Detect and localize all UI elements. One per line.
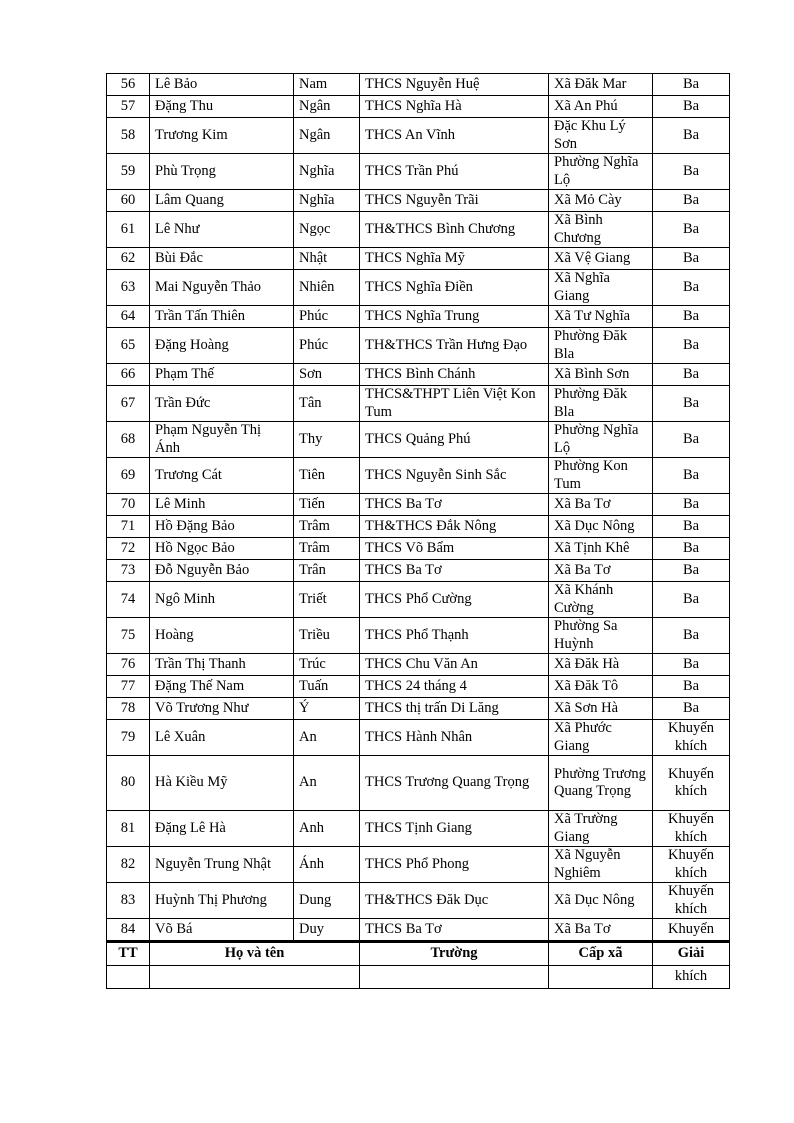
row-ten: Ngân bbox=[294, 118, 360, 154]
table-row bbox=[107, 811, 730, 847]
row-ten: Ánh bbox=[294, 847, 360, 883]
row-tt: 62 bbox=[107, 248, 150, 270]
row-ten: Phúc bbox=[294, 328, 360, 364]
table-row bbox=[107, 919, 730, 942]
row-tt: 81 bbox=[107, 811, 150, 847]
row-ho-dem: Huỳnh Thị Phương bbox=[150, 883, 294, 919]
row-giai: Ba bbox=[653, 154, 730, 190]
row-tt: 84 bbox=[107, 919, 150, 942]
row-ho-dem: Lê Minh bbox=[150, 494, 294, 516]
table-row bbox=[107, 270, 730, 306]
table-row bbox=[107, 654, 730, 676]
table-row bbox=[107, 74, 730, 96]
table-footer bbox=[107, 942, 730, 989]
row-cap-xa: Xã Bình Chương bbox=[549, 212, 653, 248]
row-cap-xa: Xã An Phú bbox=[549, 96, 653, 118]
row-cap-xa: Phường Kon Tum bbox=[549, 458, 653, 494]
table-row bbox=[107, 248, 730, 270]
row-ho-dem: Mai Nguyễn Thảo bbox=[150, 270, 294, 306]
row-truong: TH&THCS Bình Chương bbox=[360, 212, 549, 248]
tail-giai: khích bbox=[653, 966, 730, 989]
row-giai: Ba bbox=[653, 212, 730, 248]
row-giai: Ba bbox=[653, 516, 730, 538]
row-truong: THCS Trương Quang Trọng bbox=[360, 756, 549, 811]
row-giai: Khuyến khích bbox=[653, 756, 730, 811]
row-truong: THCS Nghĩa Trung bbox=[360, 306, 549, 328]
row-giai: Ba bbox=[653, 698, 730, 720]
row-ho-dem: Lê Bảo bbox=[150, 74, 294, 96]
row-giai: Ba bbox=[653, 560, 730, 582]
row-truong: TH&THCS Đắk Nông bbox=[360, 516, 549, 538]
row-truong: THCS Nguyễn Huệ bbox=[360, 74, 549, 96]
row-ten: Trúc bbox=[294, 654, 360, 676]
row-cap-xa: Xã Khánh Cường bbox=[549, 582, 653, 618]
table-row bbox=[107, 306, 730, 328]
table-row bbox=[107, 96, 730, 118]
row-cap-xa: Xã Ba Tơ bbox=[549, 919, 653, 942]
row-giai: Ba bbox=[653, 96, 730, 118]
table-row bbox=[107, 720, 730, 756]
row-truong: THCS&THPT Liên Việt Kon Tum bbox=[360, 386, 549, 422]
row-tt: 61 bbox=[107, 212, 150, 248]
row-tt: 77 bbox=[107, 676, 150, 698]
row-giai: Ba bbox=[653, 248, 730, 270]
row-giai: Khuyến khích bbox=[653, 847, 730, 883]
row-cap-xa: Xã Nghĩa Giang bbox=[549, 270, 653, 306]
row-truong: THCS thị trấn Di Lăng bbox=[360, 698, 549, 720]
row-ho-dem: Đặng Thế Nam bbox=[150, 676, 294, 698]
row-giai: Ba bbox=[653, 458, 730, 494]
header-truong: Trường bbox=[360, 942, 549, 966]
row-ho-dem: Lê Như bbox=[150, 212, 294, 248]
row-ten: Trâm bbox=[294, 538, 360, 560]
row-ho-dem: Trần Tấn Thiên bbox=[150, 306, 294, 328]
table-row bbox=[107, 676, 730, 698]
table-row bbox=[107, 618, 730, 654]
row-tt: 58 bbox=[107, 118, 150, 154]
row-ho-dem: Hồ Đặng Bảo bbox=[150, 516, 294, 538]
row-ten: Dung bbox=[294, 883, 360, 919]
row-ho-dem: Đỗ Nguyễn Bảo bbox=[150, 560, 294, 582]
row-ho-dem: Trần Thị Thanh bbox=[150, 654, 294, 676]
header-cap-xa: Cấp xã bbox=[549, 942, 653, 966]
row-ho-dem: Phạm Nguyễn Thị Ánh bbox=[150, 422, 294, 458]
row-truong: THCS Nghĩa Điền bbox=[360, 270, 549, 306]
row-giai: Khuyến khích bbox=[653, 720, 730, 756]
row-tt: 78 bbox=[107, 698, 150, 720]
row-tt: 67 bbox=[107, 386, 150, 422]
row-giai: Ba bbox=[653, 306, 730, 328]
row-cap-xa: Xã Ba Tơ bbox=[549, 494, 653, 516]
row-truong: THCS Hành Nhân bbox=[360, 720, 549, 756]
row-ten: Phúc bbox=[294, 306, 360, 328]
row-giai: Ba bbox=[653, 328, 730, 364]
row-ho-dem: Bùi Đắc bbox=[150, 248, 294, 270]
row-ten: Sơn bbox=[294, 364, 360, 386]
results-table bbox=[106, 73, 730, 989]
table-row bbox=[107, 560, 730, 582]
row-ho-dem: Phạm Thế bbox=[150, 364, 294, 386]
row-cap-xa: Xã Tịnh Khê bbox=[549, 538, 653, 560]
row-tt: 76 bbox=[107, 654, 150, 676]
row-cap-xa: Xã Bình Sơn bbox=[549, 364, 653, 386]
tail-cell bbox=[360, 966, 549, 989]
row-giai: Khuyến khích bbox=[653, 883, 730, 919]
table-row bbox=[107, 494, 730, 516]
row-giai: Khuyến khích bbox=[653, 811, 730, 847]
tail-cell bbox=[549, 966, 653, 989]
row-ho-dem: Đặng Hoàng bbox=[150, 328, 294, 364]
row-tt: 63 bbox=[107, 270, 150, 306]
header-ho-va-ten: Họ và tên bbox=[150, 942, 360, 966]
row-ten: Trân bbox=[294, 560, 360, 582]
row-tt: 74 bbox=[107, 582, 150, 618]
row-cap-xa: Xã Phước Giang bbox=[549, 720, 653, 756]
table-row bbox=[107, 422, 730, 458]
row-ten: Nghĩa bbox=[294, 190, 360, 212]
row-tt: 66 bbox=[107, 364, 150, 386]
row-truong: THCS Nghĩa Hà bbox=[360, 96, 549, 118]
row-tt: 68 bbox=[107, 422, 150, 458]
row-ten: Triết bbox=[294, 582, 360, 618]
row-truong: THCS Võ Bẩm bbox=[360, 538, 549, 560]
row-truong: THCS Nghĩa Mỹ bbox=[360, 248, 549, 270]
row-cap-xa: Xã Đăk Mar bbox=[549, 74, 653, 96]
table-row bbox=[107, 364, 730, 386]
row-ho-dem: Lâm Quang bbox=[150, 190, 294, 212]
row-tt: 65 bbox=[107, 328, 150, 364]
row-truong: THCS Ba Tơ bbox=[360, 560, 549, 582]
row-tt: 71 bbox=[107, 516, 150, 538]
row-ten: Nhiên bbox=[294, 270, 360, 306]
row-ten: Tuấn bbox=[294, 676, 360, 698]
row-giai: Ba bbox=[653, 654, 730, 676]
row-giai: Ba bbox=[653, 386, 730, 422]
header-giai: Giải bbox=[653, 942, 730, 966]
row-ten: Duy bbox=[294, 919, 360, 942]
row-giai: Ba bbox=[653, 618, 730, 654]
row-giai: Ba bbox=[653, 494, 730, 516]
row-ho-dem: Trương Kim bbox=[150, 118, 294, 154]
row-tt: 79 bbox=[107, 720, 150, 756]
row-cap-xa: Phường Đăk Bla bbox=[549, 328, 653, 364]
row-cap-xa: Xã Trường Giang bbox=[549, 811, 653, 847]
row-ho-dem: Võ Trương Như bbox=[150, 698, 294, 720]
row-truong: THCS Trần Phú bbox=[360, 154, 549, 190]
row-cap-xa: Xã Đăk Hà bbox=[549, 654, 653, 676]
row-truong: THCS Quảng Phú bbox=[360, 422, 549, 458]
table-row bbox=[107, 756, 730, 811]
row-ho-dem: Phù Trọng bbox=[150, 154, 294, 190]
row-cap-xa: Xã Sơn Hà bbox=[549, 698, 653, 720]
row-ten: Trâm bbox=[294, 516, 360, 538]
row-truong: THCS Ba Tơ bbox=[360, 919, 549, 942]
row-ho-dem: Trương Cát bbox=[150, 458, 294, 494]
row-truong: THCS Bình Chánh bbox=[360, 364, 549, 386]
table-row bbox=[107, 582, 730, 618]
header-row bbox=[107, 942, 730, 966]
tail-cell bbox=[107, 966, 150, 989]
row-truong: TH&THCS Trần Hưng Đạo bbox=[360, 328, 549, 364]
table-row bbox=[107, 538, 730, 560]
row-ho-dem: Ngô Minh bbox=[150, 582, 294, 618]
row-truong: THCS Chu Văn An bbox=[360, 654, 549, 676]
table-row bbox=[107, 328, 730, 364]
table-row bbox=[107, 458, 730, 494]
row-truong: THCS Phổ Thạnh bbox=[360, 618, 549, 654]
row-ten: Anh bbox=[294, 811, 360, 847]
row-tt: 75 bbox=[107, 618, 150, 654]
row-cap-xa: Xã Vệ Giang bbox=[549, 248, 653, 270]
row-ten: Tân bbox=[294, 386, 360, 422]
row-cap-xa: Phường Nghĩa Lộ bbox=[549, 154, 653, 190]
table-row bbox=[107, 698, 730, 720]
row-cap-xa: Xã Đăk Tô bbox=[549, 676, 653, 698]
row-giai: Ba bbox=[653, 118, 730, 154]
row-ho-dem: Hoàng bbox=[150, 618, 294, 654]
row-ten: Ý bbox=[294, 698, 360, 720]
row-giai: Ba bbox=[653, 582, 730, 618]
row-tt: 60 bbox=[107, 190, 150, 212]
row-tt: 83 bbox=[107, 883, 150, 919]
row-ho-dem: Trần Đức bbox=[150, 386, 294, 422]
tail-row bbox=[107, 966, 730, 989]
row-tt: 73 bbox=[107, 560, 150, 582]
row-ho-dem: Nguyễn Trung Nhật bbox=[150, 847, 294, 883]
table-row bbox=[107, 190, 730, 212]
row-giai: Ba bbox=[653, 190, 730, 212]
row-cap-xa: Phường Trương Quang Trọng bbox=[549, 756, 653, 811]
row-cap-xa: Xã Nguyễn Nghiêm bbox=[549, 847, 653, 883]
row-ten: Nam bbox=[294, 74, 360, 96]
row-cap-xa: Đặc Khu Lý Sơn bbox=[549, 118, 653, 154]
table-row bbox=[107, 516, 730, 538]
row-ho-dem: Đặng Thu bbox=[150, 96, 294, 118]
row-tt: 80 bbox=[107, 756, 150, 811]
row-ten: Nhật bbox=[294, 248, 360, 270]
row-truong: THCS Nguyễn Sinh Sắc bbox=[360, 458, 549, 494]
row-tt: 56 bbox=[107, 74, 150, 96]
row-truong: THCS Phổ Cường bbox=[360, 582, 549, 618]
row-ten: Thy bbox=[294, 422, 360, 458]
row-tt: 57 bbox=[107, 96, 150, 118]
row-truong: THCS 24 tháng 4 bbox=[360, 676, 549, 698]
row-cap-xa: Phường Sa Huỳnh bbox=[549, 618, 653, 654]
row-cap-xa: Xã Dục Nông bbox=[549, 883, 653, 919]
table-row bbox=[107, 118, 730, 154]
row-truong: TH&THCS Đăk Dục bbox=[360, 883, 549, 919]
row-tt: 70 bbox=[107, 494, 150, 516]
row-ten: An bbox=[294, 720, 360, 756]
row-tt: 59 bbox=[107, 154, 150, 190]
tail-cell bbox=[150, 966, 360, 989]
table-body bbox=[107, 74, 730, 942]
table-row bbox=[107, 212, 730, 248]
row-giai: Khuyến bbox=[653, 919, 730, 942]
row-tt: 82 bbox=[107, 847, 150, 883]
row-ho-dem: Võ Bá bbox=[150, 919, 294, 942]
row-truong: THCS Nguyễn Trãi bbox=[360, 190, 549, 212]
row-giai: Ba bbox=[653, 538, 730, 560]
row-cap-xa: Phường Nghĩa Lộ bbox=[549, 422, 653, 458]
header-tt: TT bbox=[107, 942, 150, 966]
row-truong: THCS An Vĩnh bbox=[360, 118, 549, 154]
row-ten: Tiên bbox=[294, 458, 360, 494]
row-giai: Ba bbox=[653, 364, 730, 386]
row-ten: Ngân bbox=[294, 96, 360, 118]
row-cap-xa: Xã Dục Nông bbox=[549, 516, 653, 538]
row-tt: 72 bbox=[107, 538, 150, 560]
row-tt: 69 bbox=[107, 458, 150, 494]
table-row bbox=[107, 154, 730, 190]
row-ho-dem: Đặng Lê Hà bbox=[150, 811, 294, 847]
row-truong: THCS Tịnh Giang bbox=[360, 811, 549, 847]
row-ten: An bbox=[294, 756, 360, 811]
row-giai: Ba bbox=[653, 74, 730, 96]
row-tt: 64 bbox=[107, 306, 150, 328]
row-ten: Nghĩa bbox=[294, 154, 360, 190]
row-ten: Ngọc bbox=[294, 212, 360, 248]
row-ho-dem: Lê Xuân bbox=[150, 720, 294, 756]
row-ten: Triều bbox=[294, 618, 360, 654]
row-cap-xa: Xã Ba Tơ bbox=[549, 560, 653, 582]
row-cap-xa: Phường Đăk Bla bbox=[549, 386, 653, 422]
table-row bbox=[107, 386, 730, 422]
row-cap-xa: Xã Tư Nghĩa bbox=[549, 306, 653, 328]
table-row bbox=[107, 847, 730, 883]
row-giai: Ba bbox=[653, 676, 730, 698]
row-ho-dem: Hồ Ngọc Bảo bbox=[150, 538, 294, 560]
row-cap-xa: Xã Mỏ Cày bbox=[549, 190, 653, 212]
row-giai: Ba bbox=[653, 270, 730, 306]
row-ho-dem: Hà Kiều Mỹ bbox=[150, 756, 294, 811]
row-truong: THCS Ba Tơ bbox=[360, 494, 549, 516]
row-ten: Tiến bbox=[294, 494, 360, 516]
row-giai: Ba bbox=[653, 422, 730, 458]
row-truong: THCS Phổ Phong bbox=[360, 847, 549, 883]
table-row bbox=[107, 883, 730, 919]
